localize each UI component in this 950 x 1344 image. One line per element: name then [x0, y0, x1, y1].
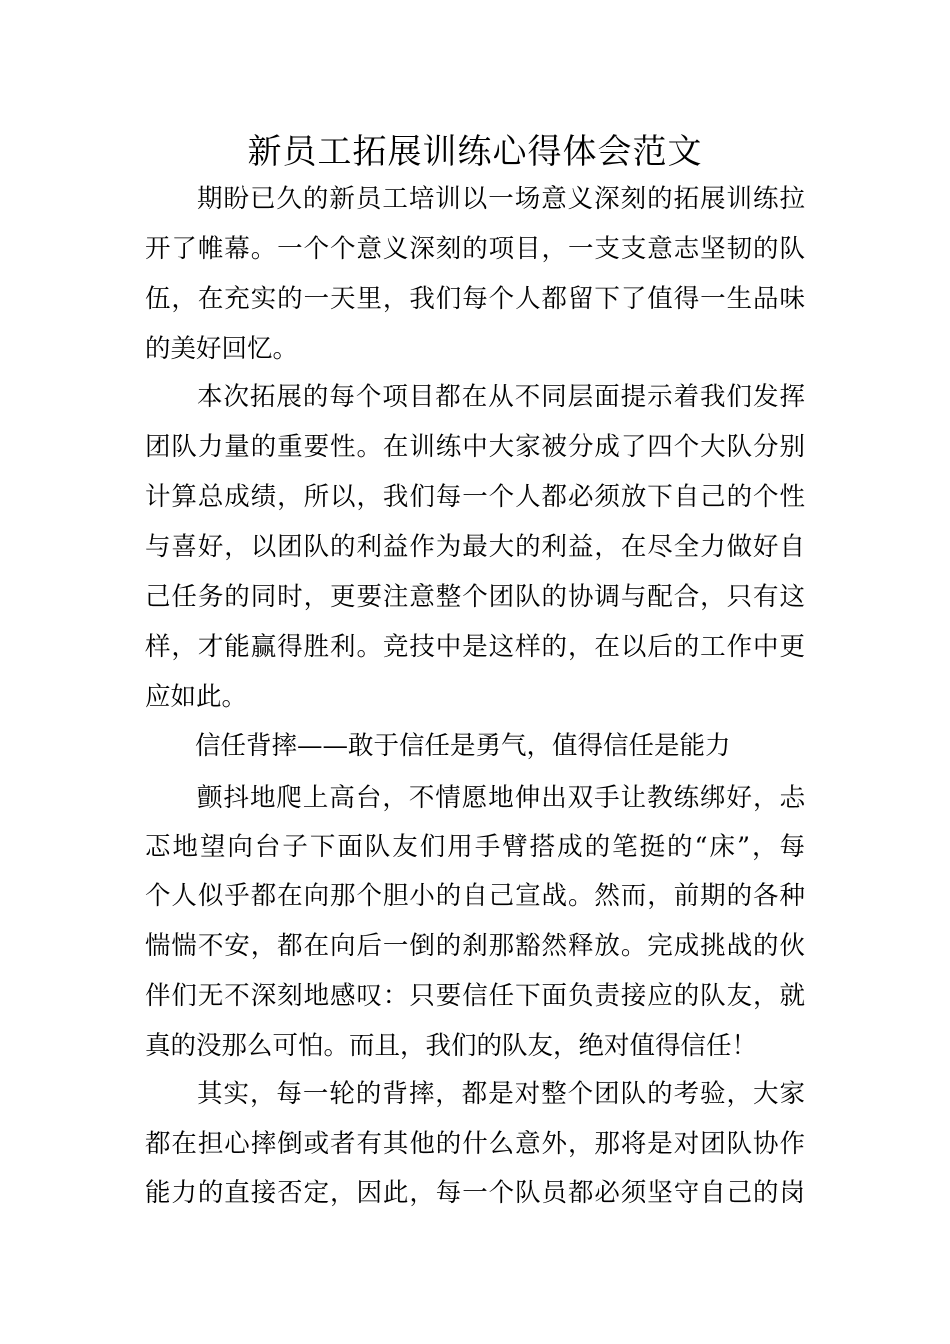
paragraph-4-line-3: 个人似乎都在向那个胆小的自己宣战。然而，前期的各种: [145, 881, 805, 911]
paragraph-2-line-1: 本次拓展的每个项目都在从不同层面提示着我们发挥: [197, 382, 805, 412]
paragraph-4-line-5: 伴们无不深刻地感叹：只要信任下面负责接应的队友，就: [145, 981, 805, 1011]
paragraph-4-line-4: 惴惴不安，都在向后一倒的刹那豁然释放。完成挑战的伙: [145, 931, 805, 961]
paragraph-2-line-4: 与喜好，以团队的利益作为最大的利益，在尽全力做好自: [145, 532, 805, 562]
paragraph-4-line-6: 真的没那么可怕。而且，我们的队友，绝对值得信任！: [145, 1031, 758, 1061]
paragraph-4-line-1: 颤抖地爬上高台，不情愿地伸出双手让教练绑好，忐: [197, 783, 805, 813]
paragraph-2-line-5: 己任务的同时，更要注意整个团队的协调与配合，只有这: [145, 582, 805, 612]
paragraph-2-line-7: 应如此。: [145, 682, 248, 712]
paragraph-2-line-3: 计算总成绩，所以，我们每一个人都必须放下自己的个性: [145, 482, 805, 512]
document-title: 新员工拓展训练心得体会范文: [247, 132, 703, 172]
paragraph-4-line-2: 忑地望向台子下面队友们用手臂搭成的笔挺的“床”，每: [145, 832, 805, 862]
paragraph-2-line-2: 团队力量的重要性。在训练中大家被分成了四个大队分别: [145, 432, 805, 462]
paragraph-1-line-2: 开了帷幕。一个个意义深刻的项目，一支支意志坚韧的队: [145, 234, 805, 264]
paragraph-5-line-2: 都在担心摔倒或者有其他的什么意外，那将是对团队协作: [145, 1129, 805, 1159]
paragraph-1-line-4: 的美好回忆。: [145, 334, 299, 364]
paragraph-5-line-1: 其实，每一轮的背摔，都是对整个团队的考验，大家: [197, 1079, 805, 1109]
paragraph-5-line-3: 能力的直接否定，因此，每一个队员都必须坚守自己的岗: [145, 1178, 805, 1208]
section-heading-trust-fall: 信任背摔——敢于信任是勇气，值得信任是能力: [195, 731, 731, 761]
paragraph-2-line-6: 样，才能赢得胜利。竞技中是这样的，在以后的工作中更: [145, 632, 805, 662]
paragraph-1-line-1: 期盼已久的新员工培训以一场意义深刻的拓展训练拉: [197, 184, 805, 214]
paragraph-1-line-3: 伍，在充实的一天里，我们每个人都留下了值得一生品味: [145, 284, 805, 314]
